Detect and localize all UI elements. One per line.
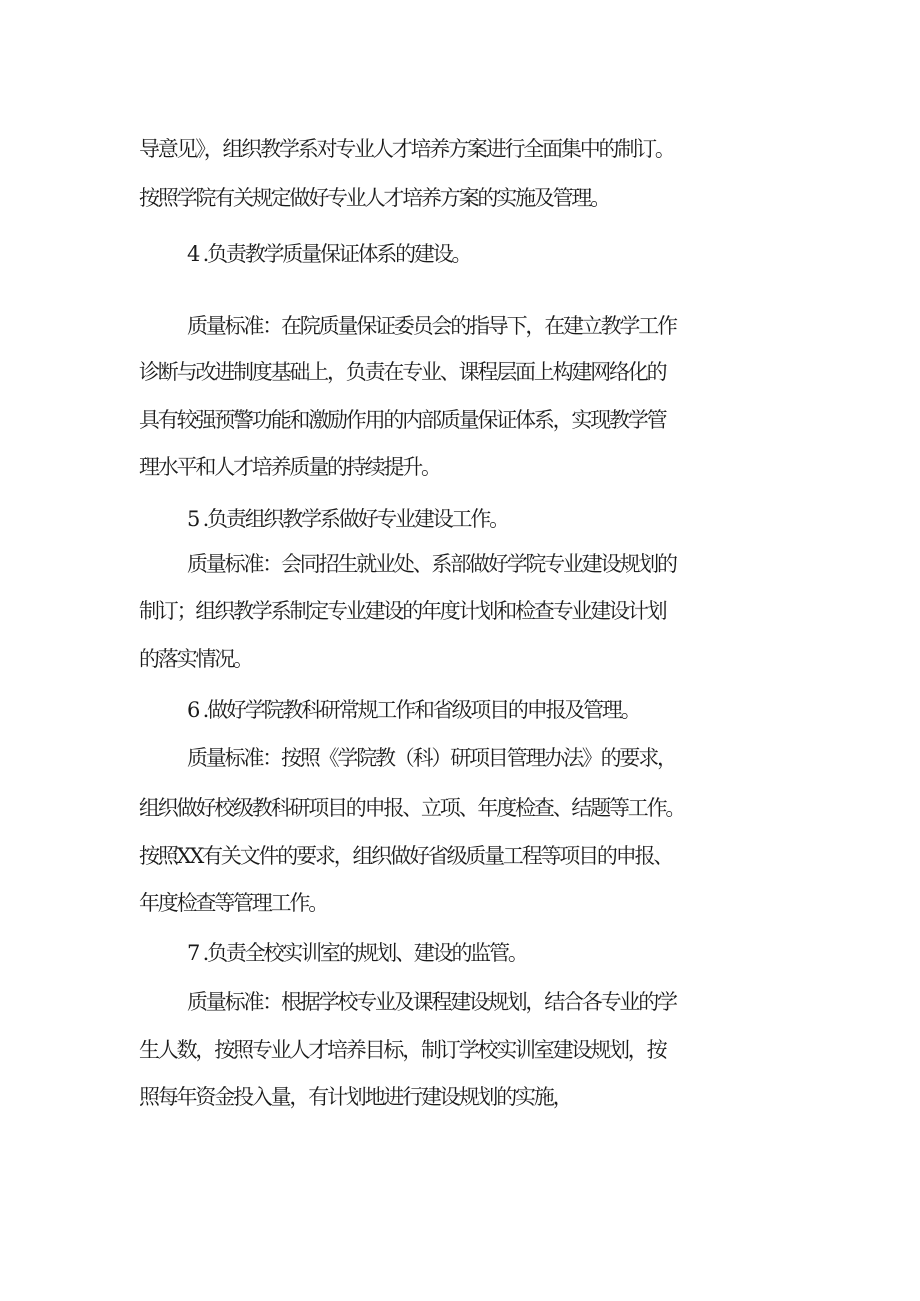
body-text-line: 年度检查等管理工作。 bbox=[139, 891, 327, 915]
quality-standard-text: 质量标准：按照《学院教（科）研项目管理办法》的要求， bbox=[187, 746, 676, 770]
body-text-line: 导意见》，组织教学系对专业人才培养方案进行全面集中的制订。 bbox=[139, 137, 674, 161]
body-text-line: 按照XX有关文件的要求，组织做好省级质量工程等项目的申报、 bbox=[139, 844, 673, 868]
body-text-line: 组织做好校级教科研项目的申报、立项、年度检查、结题等工作。 bbox=[139, 796, 685, 820]
quality-standard-text: 质量标准：会同招生就业处、系部做好学院专业建设规划的 bbox=[187, 552, 676, 576]
body-text-line: 照每年资金投入量，有计划地进行建设规划的实施， bbox=[139, 1085, 572, 1109]
body-text-line: 具有较强预警功能和激励作用的内部质量保证体系，实现教学管 bbox=[139, 408, 666, 432]
body-text-line: 按照学院有关规定做好专业人才培养方案的实施及管理。 bbox=[139, 186, 609, 210]
item-5-heading: 5 .负责组织教学系做好专业建设工作。 bbox=[187, 507, 508, 531]
body-text-line: 诊断与改进制度基础上，负责在专业、课程层面上构建网络化的 bbox=[139, 360, 666, 384]
body-text-line: 理水平和人才培养质量的持续提升。 bbox=[139, 455, 440, 479]
item-4-heading: 4 .负责教学质量保证体系的建设。 bbox=[187, 242, 471, 266]
item-7-heading: 7 .负责全校实训室的规划、建设的监管。 bbox=[187, 941, 527, 965]
quality-standard-text: 质量标准：在院质量保证委员会的指导下，在建立教学工作 bbox=[187, 314, 676, 338]
body-text-line: 的落实情况。 bbox=[139, 647, 252, 671]
body-text-line: 制订；组织教学系制定专业建设的年度计划和检查专业建设计划 bbox=[139, 599, 666, 623]
item-6-heading: 6 .做好学院教科研常规工作和省级项目的申报及管理。 bbox=[187, 698, 640, 722]
body-text-line: 生人数，按照专业人才培养目标，制订学校实训室建设规划，按 bbox=[139, 1038, 666, 1062]
quality-standard-text: 质量标准：根据学校专业及课程建设规划，结合各专业的学 bbox=[187, 990, 676, 1014]
